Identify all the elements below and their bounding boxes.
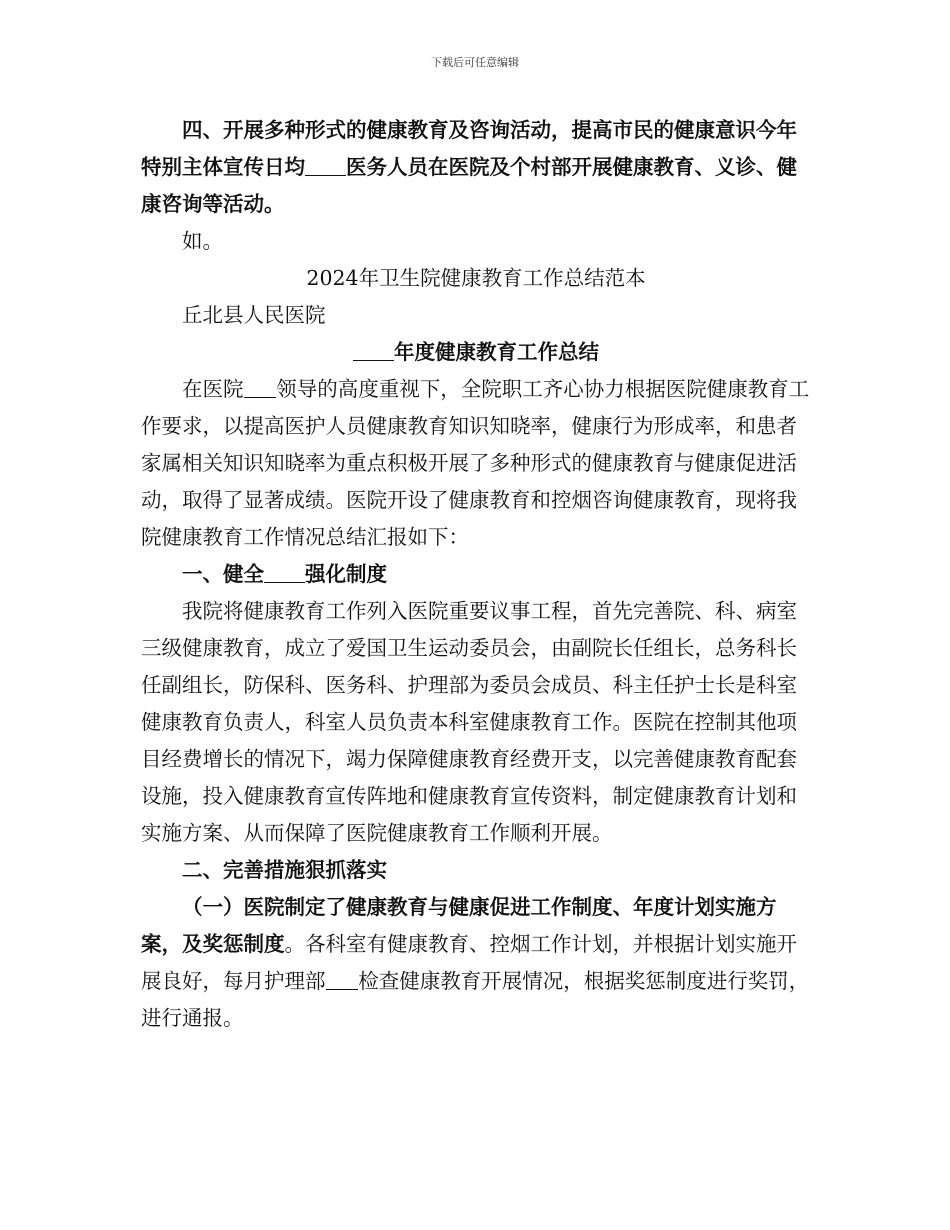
section-four-text-b: 医务人员在医院及个村部开展健康教育、义诊、健康咨询等活动。 (141, 155, 797, 216)
report-subtitle (141, 334, 811, 371)
paragraph-one: 我院将健康教育工作列入医院重要议事工程，首先完善院、科、病室三级健康教育，成立了爱国卫生运动委员会，由副院长任组长，总务科长任副组长，防保科、医务科、护理部为委员会成员、科主任护士长是科室健康教育负责人，科室人员负责本科室健康教育工作。医院在控制其他项目经费增长的情况下，竭力保障健康教育经费开支，以完善健康教育配套设施，投入健康教育宣传阵地和健康教育宣传资料，制定健康教育计划和实施方案、从而保障了医院健康教育工作顺利开展。 (141, 599, 797, 845)
organization-name: 丘北县人民医院 (182, 303, 326, 327)
blank-underline (305, 155, 346, 177)
heading-one (141, 556, 811, 593)
blank-underline (264, 562, 305, 584)
paragraph-two (141, 889, 811, 1037)
paragraph-two-bold-lead: （一）医院制定了健康教育与健康促进工作制度、年度计划实施方案，及奖惩制度 (141, 895, 777, 956)
section-four-text-a: 四、开展多种形式的健康教育及咨询活动，提高市民的健康意识今年特别主体宣传日均 (141, 118, 797, 179)
document-title: 2024年卫生院健康教育工作总结范本 (306, 266, 646, 290)
paragraph-two-text-a: 。各科室有健康教育、控烟工作计划，并根据计划实施开展良好，每月护理部 (141, 932, 797, 993)
paragraph-two-text-b: 检查健康教育开展情况，根据奖惩制度进行奖罚，进行通报。 (141, 969, 810, 1030)
heading-one-text-b: 强化制度 (305, 562, 387, 586)
report-subtitle-text: 年度健康教育工作总结 (394, 340, 599, 364)
page-header: 下载后可任意编辑 (431, 56, 519, 69)
blank-underline (353, 340, 394, 362)
heading-one-text-a: 一、健全 (182, 562, 264, 586)
blank-underline (326, 969, 359, 991)
intro-text-a: 在医院 (182, 377, 244, 401)
document-body (141, 112, 811, 1037)
intro-paragraph (141, 371, 811, 556)
blank-underline (244, 377, 277, 399)
intro-text-b: 领导的高度重视下，全院职工齐心协力根据医院健康教育工作要求，以提高医护人员健康教育知识知晓率，健康行为形成率，和患者家属相关知识知晓率为重点积极开展了多种形式的健康教育与健康促进活动，取得了显著成绩。医院开设了健康教育和控烟咨询健康教育，现将我院健康教育工作情况总结汇报如下： (141, 377, 810, 549)
ru-line: 如。 (182, 229, 223, 253)
section-four-paragraph (141, 112, 811, 223)
heading-two: 二、完善措施狠抓落实 (182, 858, 387, 882)
